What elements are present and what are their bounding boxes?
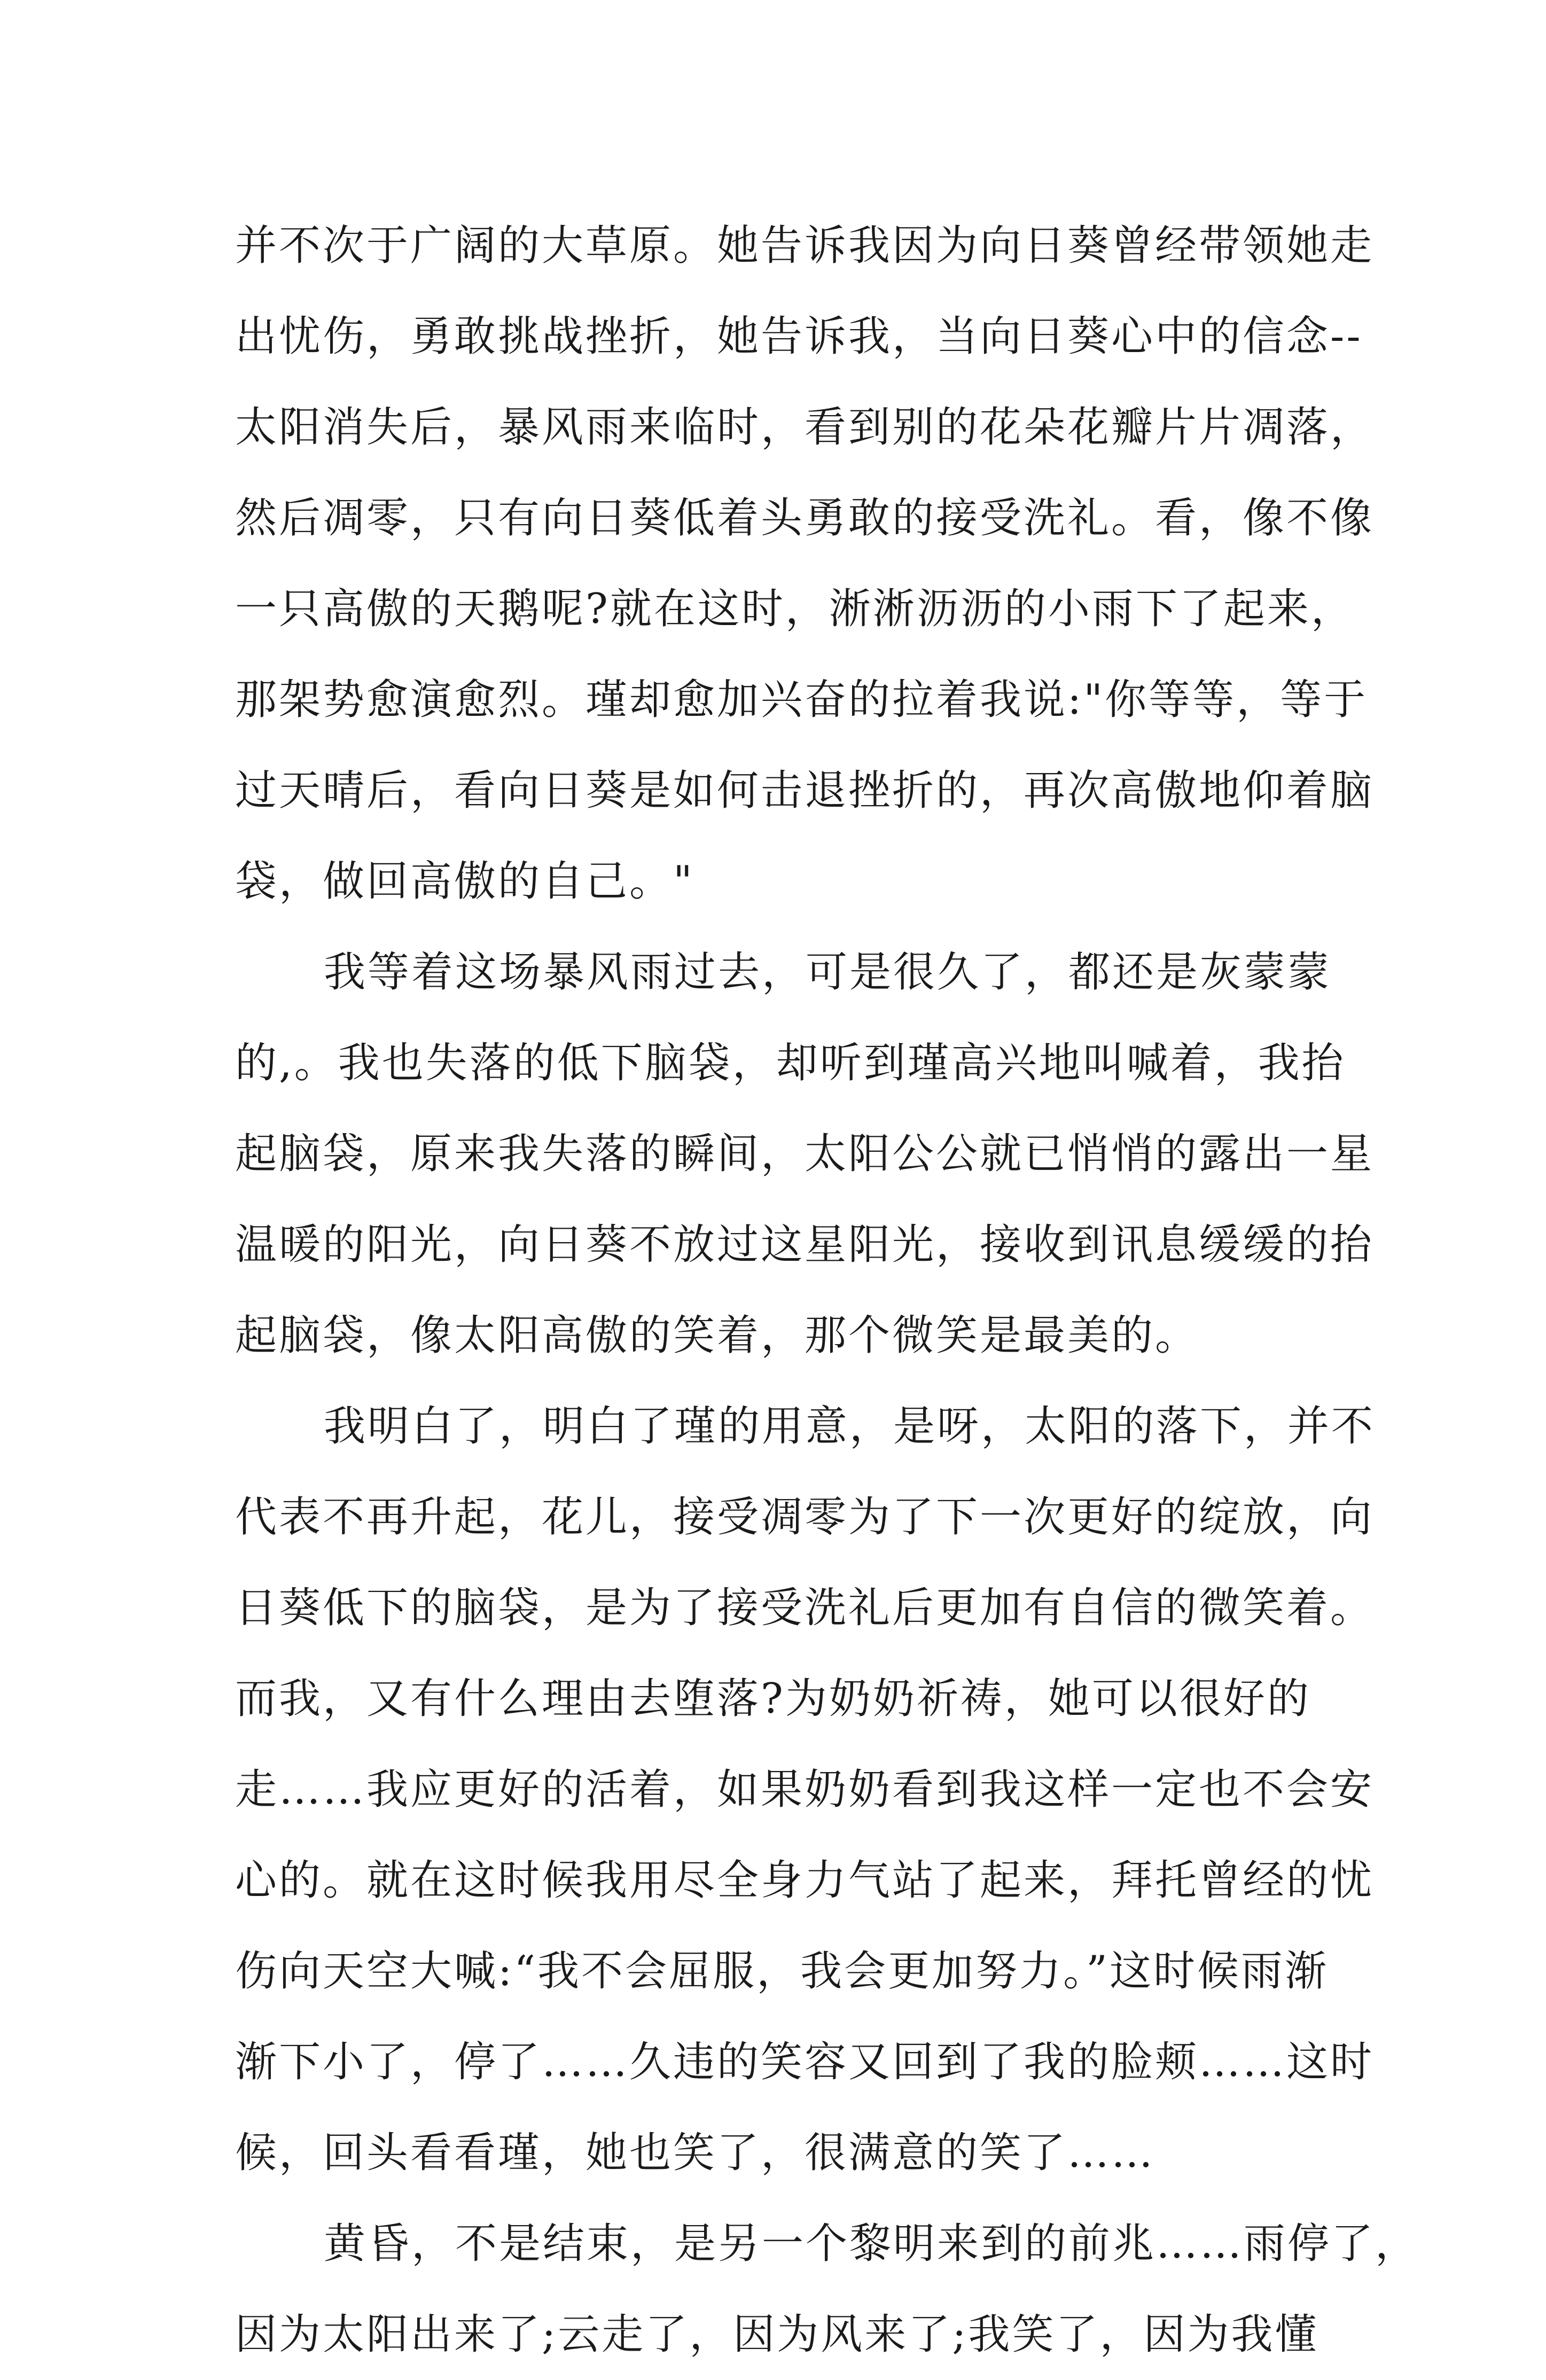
text-line: 候，回头看看瑾，她也笑了，很满意的笑了…… (235, 2129, 1155, 2177)
text-line: 心的。就在这时候我用尽全身力气站了起来，拜托曾经的忧 (235, 1856, 1375, 1905)
text-line: 代表不再升起，花儿，接受凋零为了下一次更好的绽放，向 (235, 1493, 1375, 1541)
text-line: 袋，做回高傲的自己。" (235, 857, 694, 906)
text-line: 然后凋零，只有向日葵低着头勇敢的接受洗礼。看，像不像 (235, 494, 1375, 542)
text-line: 并不次于广阔的大草原。她告诉我因为向日葵曾经带领她走 (235, 222, 1375, 270)
text-line: 日葵低下的脑袋，是为了接受洗礼后更加有自信的微笑着。 (235, 1584, 1375, 1632)
text-line: 走……我应更好的活着，如果奶奶看到我这样一定也不会安 (235, 1766, 1375, 1814)
text-line: 太阳消失后，暴风雨来临时，看到别的花朵花瓣片片凋落， (235, 403, 1375, 451)
text-line: 我等着这场暴风雨过去，可是很久了，都还是灰蒙蒙 (324, 948, 1332, 996)
text-line: 的,。我也失落的低下脑袋，却听到瑾高兴地叫喊着，我抬 (235, 1039, 1346, 1087)
text-line: 温暖的阳光，向日葵不放过这星阳光，接收到讯息缓缓的抬 (235, 1221, 1375, 1269)
text-line: 出忧伤，勇敢挑战挫折，她告诉我，当向日葵心中的信念-- (235, 313, 1363, 361)
text-line: 而我，又有什么理由去堕落?为奶奶祈祷，她可以很好的 (235, 1675, 1311, 1723)
text-line: 因为太阳出来了;云走了，因为风来了;我笑了，因为我懂 (235, 2311, 1319, 2359)
text-line: 渐下小了，停了……久违的笑容又回到了我的脸颊……这时 (235, 2038, 1375, 2086)
text-line: 过天晴后，看向日葵是如何击退挫折的，再次高傲地仰着脑 (235, 767, 1375, 815)
text-line: 伤向天空大喊:“我不会屈服，我会更加努力。”这时候雨渐 (235, 1947, 1329, 1995)
text-line: 起脑袋，原来我失落的瞬间，太阳公公就已悄悄的露出一星 (235, 1130, 1375, 1178)
text-line: 那架势愈演愈烈。瑾却愈加兴奋的拉着我说:"你等等，等于 (235, 676, 1368, 724)
text-line: 我明白了，明白了瑾的用意，是呀，太阳的落下，并不 (324, 1402, 1376, 1450)
text-line: 起脑袋，像太阳高傲的笑着，那个微笑是最美的。 (235, 1312, 1199, 1360)
text-line: 一只高傲的天鹅呢?就在这时，淅淅沥沥的小雨下了起来， (235, 585, 1355, 633)
body-text (235, 200, 1419, 2380)
text-line: 黄昏，不是结束，是另一个黎明来到的前兆……雨停了， (324, 2220, 1419, 2268)
